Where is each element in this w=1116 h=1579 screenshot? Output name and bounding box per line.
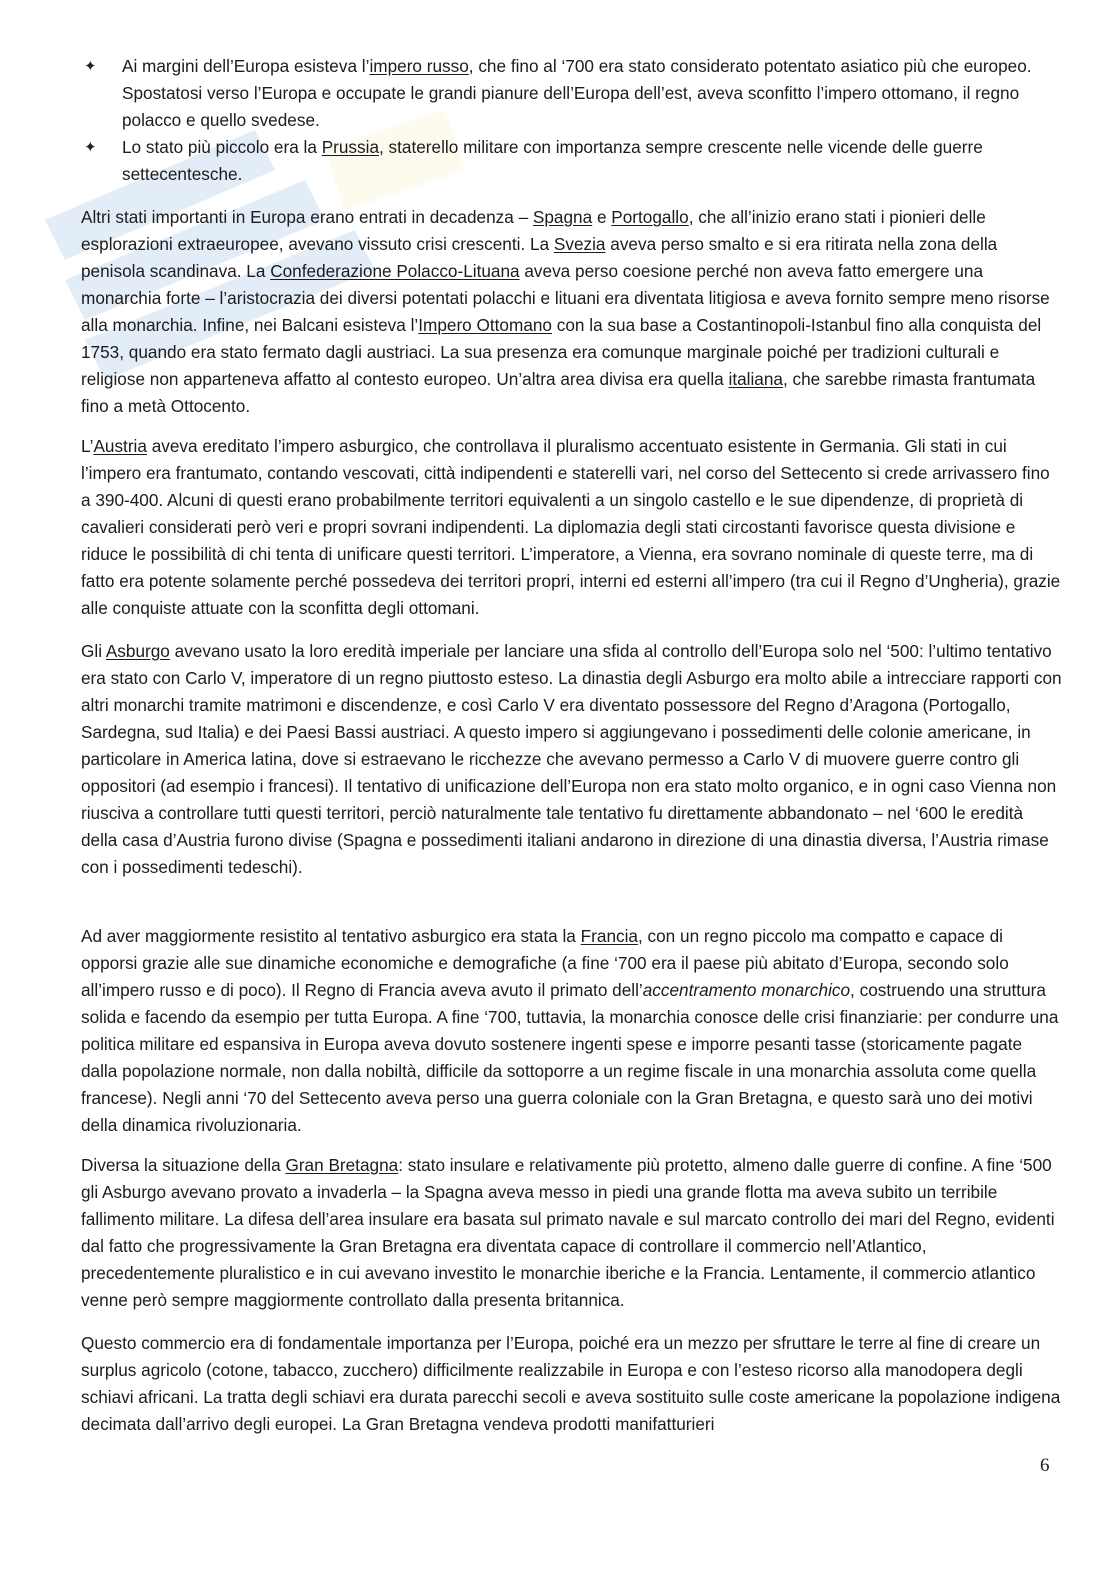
- underlined-term: Prussia: [321, 137, 379, 157]
- underlined-term: Asburgo: [105, 641, 170, 661]
- paragraph: Ad aver maggiormente resistito al tentativo asburgico era stata la Francia, con un regno piccolo ma compatto e capace di opporsi grazie alle sue dinamiche economiche e demografiche (a fine ‘700 era il paese più abitato d’Europa, secondo solo all’impero russo e di poco). Il Regno di Francia aveva avuto il primato dell’accentramento monarchico, costruendo una struttura solida e facendo da esempio per tutta Europa. A fine ‘700, tuttavia, la monarchia conosce delle crisi finanziarie: per condurre una politica militare ed espansiva in Europa aveva dovuto sostenere ingenti spese e imporre pesanti tasse (storicamente pagate dalla popolazione normale, non dalla nobiltà, difficile da sottoporre a un regime fiscale in una monarchia assoluta come quella francese). Negli anni ‘70 del Settecento aveva perso una guerra coloniale con la Gran Bretagna, e questo sarà uno dei motivi della dinamica rivoluzionaria.: [81, 926, 1059, 1135]
- paragraph: L’Austria aveva ereditato l’impero asburgico, che controllava il pluralismo accentuato esistente in Germania. Gli stati in cui l’impero era frantumato, contando vescovati, città indipendenti e staterelli vari, nel corso del Settecento si crede arrivassero fino a 390-400. Alcuni di questi erano probabilmente territori equivalenti a un singolo castello e le sue dipendenze, di proprietà di cavalieri considerati però veri e propri sovrani indipendenti. La diplomazia degli stati circostanti favorisce questa divisione e riduce le possibilità di chi tenta di unificare questi territori. L’imperatore, a Vienna, era sovrano nominale di queste terre, ma di fatto era potente solamente perché possedeva dei territori propri, interni ed esterni all’impero (tra cui il Regno d’Ungheria), grazie alle conquiste attuate con la sconfitta degli ottomani.: [81, 436, 1061, 618]
- underlined-term: Impero Ottomano: [418, 315, 552, 335]
- underlined-term: Confederazione Polacco-Lituana: [270, 261, 520, 281]
- underlined-term: Spagna: [532, 207, 593, 227]
- paragraph: Questo commercio era di fondamentale importanza per l’Europa, poiché era un mezzo per sfruttare le terre al fine di creare un surplus agricolo (cotone, tabacco, zucchero) difficilmente realizzabile in Europa e con l’esteso ricorso alla manodopera degli schiavi africani. La tratta degli schiavi era durata parecchi secoli e aveva sostituito sulle coste americane la popolazione indigena decimata dall’arrivo degli europei. La Gran Bretagna vendeva prodotti manifatturieri: [81, 1333, 1061, 1434]
- four-pointed-star-icon: ✦: [84, 139, 97, 156]
- paragraph: Diversa la situazione della Gran Bretagna: stato insulare e relativamente più protetto, almeno dalle guerre di confine. A fine ‘500 gli Asburgo avevano provato a invaderla – la Spagna aveva messo in piedi una grande flotta ma aveva subito un terribile fallimento militare. La difesa dell’area insulare era basata sul primato navale e sul marcato controllo dei mari del Regno, evidenti dal fatto che progressivamente la Gran Bretagna era diventata capace di controllare il commercio nell’Atlantico, precedentemente pluralistico e in cui avevano investito le monarchie iberiche e la Francia. Lentamente, il commercio atlantico venne però sempre maggiormente controllato dalla presenta britannica.: [81, 1155, 1055, 1310]
- underlined-term: Svezia: [553, 234, 606, 254]
- paragraph: Gli Asburgo avevano usato la loro eredità imperiale per lanciare una sfida al controllo dell’Europa solo nel ‘500: l’ultimo tentativo era stato con Carlo V, imperatore di un regno piuttosto esteso. La dinastia degli Asburgo era molto abile a intrecciare rapporti con altri monarchi tramite matrimoni e discendenze, e così Carlo V era diventato possessore del Regno d’Aragona (Portogallo, Sardegna, sud Italia) e dei Paesi Bassi austriaci. A questo impero si aggiungevano i possedimenti delle colonie americane, in particolare in America latina, dove si estraevano le ricchezze che avevano permesso a Carlo V di muovere guerre contro gli oppositori (ad esempio i francesi). Il tentativo di unificazione dell’Europa non era stato molto organico, e in ogni caso Vienna non riusciva a controllare tutti questi territori, perciò naturalmente tale tentativo fu direttamente abbandonato – nel ‘600 le eredità della casa d’Austria furono divise (Spagna e possedimenti italiani andarono in direzione di una dinastia diversa, l’Austria rimase con i possedimenti tedeschi).: [81, 641, 1062, 877]
- list-item: ✦ Lo stato più piccolo era la Prussia, staterello militare con importanza sempre crescente nelle vicende delle guerre settecentesche.: [84, 134, 1044, 188]
- underlined-term: Francia: [580, 926, 638, 946]
- underlined-term: impero russo: [369, 56, 469, 76]
- page-number: 6: [1040, 1455, 1050, 1476]
- underlined-term: Gran Bretagna: [285, 1155, 399, 1175]
- four-pointed-star-icon: ✦: [84, 58, 97, 75]
- paragraph: Altri stati importanti in Europa erano entrati in decadenza – Spagna e Portogallo, che all’inizio erano stati i pionieri delle esplorazioni extraeuropee, avevano vissuto crisi crescenti. La Svezia aveva perso smalto e si era ritirata nella zona della penisola scandinava. La Confederazione Polacco-Lituana aveva perso coesione perché non aveva fatto emergere una monarchia forte – l’aristocrazia dei diversi potentati polacchi e lituani era diventata litigiosa e aveva fornito sempre meno risorse alla monarchia. Infine, nei Balcani esisteva l’Impero Ottomano con la sua base a Costantinopoli-Istanbul fino alla conquista del 1753, quando era stato fermato dagli austriaci. La sua presenza era comunque marginale poiché per tradizioni culturali e religiose non apparteneva affatto al contesto europeo. Un’altra area divisa era quella italiana, che sarebbe rimasta frantumata fino a metà Ottocento.: [81, 207, 1050, 416]
- underlined-term: Austria: [93, 436, 147, 456]
- list-item: ✦ Ai margini dell’Europa esisteva l’impero russo, che fino al ‘700 era stato considerato potentato asiatico più che europeo. Spostatosi verso l’Europa e occupate le grandi pianure dell’Europa dell’est, aveva sconfitto l’impero ottomano, il regno polacco e quello svedese.: [84, 53, 1044, 134]
- italic-term: accentramento monarchico: [642, 980, 851, 1000]
- bullet-list: [84, 53, 1044, 188]
- underlined-term: Portogallo: [611, 207, 689, 227]
- underlined-term: italiana: [728, 369, 783, 389]
